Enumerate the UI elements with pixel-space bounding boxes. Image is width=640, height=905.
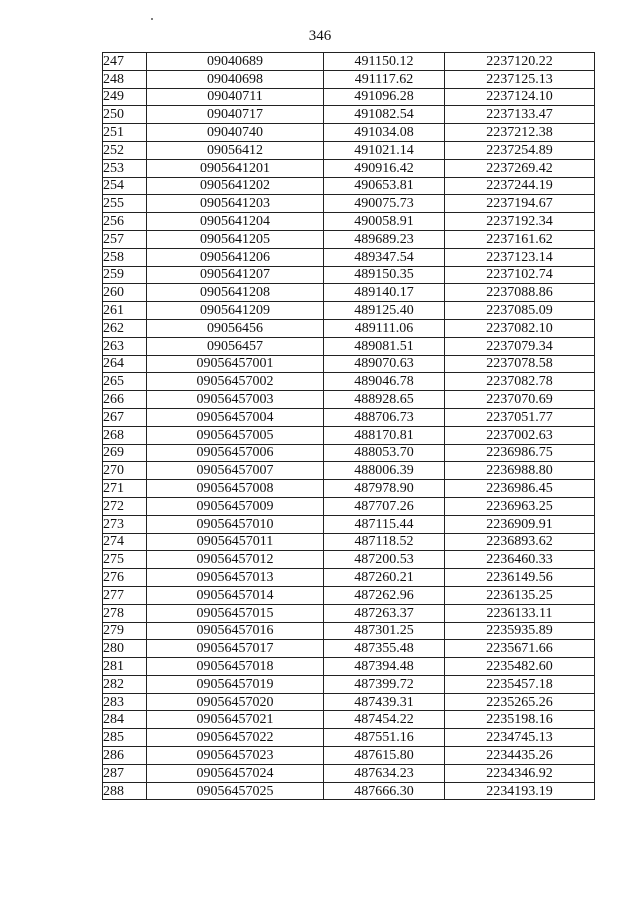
table-row — [103, 462, 595, 480]
x-coordinate-cell: 491082.54 — [324, 106, 445, 124]
row-number-cell: 247 — [103, 53, 147, 71]
point-code-cell: 09056457025 — [147, 782, 324, 800]
row-number-cell: 261 — [103, 302, 147, 320]
table-row — [103, 124, 595, 142]
x-coordinate-cell: 487262.96 — [324, 586, 445, 604]
table-row — [103, 729, 595, 747]
row-number-cell: 280 — [103, 640, 147, 658]
row-number-cell: 281 — [103, 658, 147, 676]
row-number-cell: 275 — [103, 551, 147, 569]
point-code-cell: 09056457004 — [147, 408, 324, 426]
table-row — [103, 497, 595, 515]
row-number-cell: 277 — [103, 586, 147, 604]
row-number-cell: 263 — [103, 337, 147, 355]
row-number-cell: 264 — [103, 355, 147, 373]
x-coordinate-cell: 487301.25 — [324, 622, 445, 640]
point-code-cell: 09056457005 — [147, 426, 324, 444]
row-number-cell: 252 — [103, 141, 147, 159]
x-coordinate-cell: 487260.21 — [324, 569, 445, 587]
row-number-cell: 268 — [103, 426, 147, 444]
y-coordinate-cell: 2237120.22 — [445, 53, 595, 71]
row-number-cell: 287 — [103, 764, 147, 782]
y-coordinate-cell: 2237079.34 — [445, 337, 595, 355]
x-coordinate-cell: 487707.26 — [324, 497, 445, 515]
row-number-cell: 274 — [103, 533, 147, 551]
table-row — [103, 213, 595, 231]
y-coordinate-cell: 2236893.62 — [445, 533, 595, 551]
point-code-cell: 0905641206 — [147, 248, 324, 266]
point-code-cell: 0905641203 — [147, 195, 324, 213]
point-code-cell: 09040740 — [147, 124, 324, 142]
point-code-cell: 09040698 — [147, 70, 324, 88]
point-code-cell: 09040689 — [147, 53, 324, 71]
y-coordinate-cell: 2235198.16 — [445, 711, 595, 729]
row-number-cell: 272 — [103, 497, 147, 515]
point-code-cell: 09056457006 — [147, 444, 324, 462]
y-coordinate-cell: 2237085.09 — [445, 302, 595, 320]
y-coordinate-cell: 2234193.19 — [445, 782, 595, 800]
x-coordinate-cell: 487978.90 — [324, 480, 445, 498]
x-coordinate-cell: 487115.44 — [324, 515, 445, 533]
point-code-cell: 09056457016 — [147, 622, 324, 640]
y-coordinate-cell: 2234435.26 — [445, 747, 595, 765]
point-code-cell: 09056457013 — [147, 569, 324, 587]
x-coordinate-cell: 491034.08 — [324, 124, 445, 142]
table-row — [103, 426, 595, 444]
y-coordinate-cell: 2236460.33 — [445, 551, 595, 569]
y-coordinate-cell: 2237194.67 — [445, 195, 595, 213]
table-row — [103, 373, 595, 391]
y-coordinate-cell: 2237244.19 — [445, 177, 595, 195]
x-coordinate-cell: 488170.81 — [324, 426, 445, 444]
y-coordinate-cell: 2237124.10 — [445, 88, 595, 106]
x-coordinate-cell: 489150.35 — [324, 266, 445, 284]
table-row — [103, 284, 595, 302]
row-number-cell: 253 — [103, 159, 147, 177]
y-coordinate-cell: 2237212.38 — [445, 124, 595, 142]
row-number-cell: 276 — [103, 569, 147, 587]
x-coordinate-cell: 487394.48 — [324, 658, 445, 676]
table-row — [103, 106, 595, 124]
x-coordinate-cell: 490058.91 — [324, 213, 445, 231]
point-code-cell: 09056457009 — [147, 497, 324, 515]
table-row — [103, 782, 595, 800]
point-code-cell: 0905641209 — [147, 302, 324, 320]
y-coordinate-cell: 2237082.10 — [445, 319, 595, 337]
point-code-cell: 09056457019 — [147, 675, 324, 693]
x-coordinate-cell: 487399.72 — [324, 675, 445, 693]
table-row — [103, 248, 595, 266]
table-row — [103, 640, 595, 658]
y-coordinate-cell: 2236986.75 — [445, 444, 595, 462]
point-code-cell: 09056457021 — [147, 711, 324, 729]
x-coordinate-cell: 491117.62 — [324, 70, 445, 88]
row-number-cell: 251 — [103, 124, 147, 142]
y-coordinate-cell: 2236909.91 — [445, 515, 595, 533]
table-row — [103, 444, 595, 462]
row-number-cell: 254 — [103, 177, 147, 195]
x-coordinate-cell: 491150.12 — [324, 53, 445, 71]
x-coordinate-cell: 489347.54 — [324, 248, 445, 266]
x-coordinate-cell: 488006.39 — [324, 462, 445, 480]
table-row — [103, 675, 595, 693]
x-coordinate-cell: 489070.63 — [324, 355, 445, 373]
y-coordinate-cell: 2237088.86 — [445, 284, 595, 302]
y-coordinate-cell: 2237254.89 — [445, 141, 595, 159]
y-coordinate-cell: 2237161.62 — [445, 230, 595, 248]
y-coordinate-cell: 2234745.13 — [445, 729, 595, 747]
row-number-cell: 267 — [103, 408, 147, 426]
table-row — [103, 747, 595, 765]
x-coordinate-cell: 487439.31 — [324, 693, 445, 711]
point-code-cell: 0905641208 — [147, 284, 324, 302]
point-code-cell: 09056457003 — [147, 391, 324, 409]
table-row — [103, 319, 595, 337]
point-code-cell: 0905641202 — [147, 177, 324, 195]
x-coordinate-cell: 489046.78 — [324, 373, 445, 391]
table-row — [103, 515, 595, 533]
x-coordinate-cell: 487355.48 — [324, 640, 445, 658]
row-number-cell: 259 — [103, 266, 147, 284]
point-code-cell: 09056457014 — [147, 586, 324, 604]
x-coordinate-cell: 487454.22 — [324, 711, 445, 729]
table-row — [103, 622, 595, 640]
point-code-cell: 09056457001 — [147, 355, 324, 373]
x-coordinate-cell: 487634.23 — [324, 764, 445, 782]
row-number-cell: 279 — [103, 622, 147, 640]
x-coordinate-cell: 487118.52 — [324, 533, 445, 551]
page-number: 346 — [308, 28, 332, 44]
table-row — [103, 266, 595, 284]
point-code-cell: 09056457011 — [147, 533, 324, 551]
point-code-cell: 0905641205 — [147, 230, 324, 248]
y-coordinate-cell: 2236133.11 — [445, 604, 595, 622]
table-row — [103, 533, 595, 551]
row-number-cell: 248 — [103, 70, 147, 88]
table-row — [103, 693, 595, 711]
row-number-cell: 250 — [103, 106, 147, 124]
y-coordinate-cell: 2237082.78 — [445, 373, 595, 391]
table-row — [103, 88, 595, 106]
row-number-cell: 258 — [103, 248, 147, 266]
y-coordinate-cell: 2237123.14 — [445, 248, 595, 266]
scan-speck — [151, 18, 153, 20]
row-number-cell: 278 — [103, 604, 147, 622]
row-number-cell: 249 — [103, 88, 147, 106]
y-coordinate-cell: 2235671.66 — [445, 640, 595, 658]
x-coordinate-cell: 489111.06 — [324, 319, 445, 337]
x-coordinate-cell: 487551.16 — [324, 729, 445, 747]
point-code-cell: 0905641201 — [147, 159, 324, 177]
y-coordinate-cell: 2235482.60 — [445, 658, 595, 676]
row-number-cell: 271 — [103, 480, 147, 498]
point-code-cell: 09040711 — [147, 88, 324, 106]
y-coordinate-cell: 2236988.80 — [445, 462, 595, 480]
table-row — [103, 480, 595, 498]
point-code-cell: 09056457015 — [147, 604, 324, 622]
y-coordinate-cell: 2236963.25 — [445, 497, 595, 515]
y-coordinate-cell: 2237133.47 — [445, 106, 595, 124]
table-row — [103, 569, 595, 587]
x-coordinate-cell: 491096.28 — [324, 88, 445, 106]
table-row — [103, 70, 595, 88]
row-number-cell: 262 — [103, 319, 147, 337]
row-number-cell: 284 — [103, 711, 147, 729]
x-coordinate-cell: 488706.73 — [324, 408, 445, 426]
y-coordinate-cell: 2237269.42 — [445, 159, 595, 177]
table-row — [103, 711, 595, 729]
coordinates-table — [102, 52, 595, 800]
y-coordinate-cell: 2237002.63 — [445, 426, 595, 444]
y-coordinate-cell: 2237192.34 — [445, 213, 595, 231]
row-number-cell: 256 — [103, 213, 147, 231]
table-row — [103, 302, 595, 320]
row-number-cell: 285 — [103, 729, 147, 747]
row-number-cell: 283 — [103, 693, 147, 711]
table-row — [103, 159, 595, 177]
x-coordinate-cell: 489140.17 — [324, 284, 445, 302]
row-number-cell: 273 — [103, 515, 147, 533]
table-row — [103, 337, 595, 355]
row-number-cell: 288 — [103, 782, 147, 800]
table-row — [103, 604, 595, 622]
point-code-cell: 09056412 — [147, 141, 324, 159]
table-row — [103, 391, 595, 409]
point-code-cell: 09056457017 — [147, 640, 324, 658]
table-row — [103, 230, 595, 248]
row-number-cell: 260 — [103, 284, 147, 302]
row-number-cell: 266 — [103, 391, 147, 409]
point-code-cell: 0905641204 — [147, 213, 324, 231]
x-coordinate-cell: 488928.65 — [324, 391, 445, 409]
y-coordinate-cell: 2234346.92 — [445, 764, 595, 782]
table-row — [103, 764, 595, 782]
point-code-cell: 09056457 — [147, 337, 324, 355]
x-coordinate-cell: 489125.40 — [324, 302, 445, 320]
y-coordinate-cell: 2236986.45 — [445, 480, 595, 498]
y-coordinate-cell: 2237078.58 — [445, 355, 595, 373]
x-coordinate-cell: 490916.42 — [324, 159, 445, 177]
y-coordinate-cell: 2237125.13 — [445, 70, 595, 88]
y-coordinate-cell: 2235457.18 — [445, 675, 595, 693]
point-code-cell: 09056457023 — [147, 747, 324, 765]
row-number-cell: 269 — [103, 444, 147, 462]
point-code-cell: 09040717 — [147, 106, 324, 124]
point-code-cell: 09056457018 — [147, 658, 324, 676]
x-coordinate-cell: 487200.53 — [324, 551, 445, 569]
point-code-cell: 09056457012 — [147, 551, 324, 569]
x-coordinate-cell: 488053.70 — [324, 444, 445, 462]
point-code-cell: 09056457022 — [147, 729, 324, 747]
point-code-cell: 09056456 — [147, 319, 324, 337]
row-number-cell: 255 — [103, 195, 147, 213]
table-row — [103, 195, 595, 213]
x-coordinate-cell: 491021.14 — [324, 141, 445, 159]
table-row — [103, 141, 595, 159]
point-code-cell: 09056457002 — [147, 373, 324, 391]
x-coordinate-cell: 489689.23 — [324, 230, 445, 248]
table-row — [103, 586, 595, 604]
y-coordinate-cell: 2235265.26 — [445, 693, 595, 711]
row-number-cell: 265 — [103, 373, 147, 391]
coordinates-table-body — [103, 53, 595, 800]
row-number-cell: 282 — [103, 675, 147, 693]
table-row — [103, 408, 595, 426]
x-coordinate-cell: 490075.73 — [324, 195, 445, 213]
table-row — [103, 355, 595, 373]
x-coordinate-cell: 490653.81 — [324, 177, 445, 195]
y-coordinate-cell: 2236135.25 — [445, 586, 595, 604]
point-code-cell: 09056457008 — [147, 480, 324, 498]
y-coordinate-cell: 2236149.56 — [445, 569, 595, 587]
y-coordinate-cell: 2237070.69 — [445, 391, 595, 409]
table-row — [103, 551, 595, 569]
point-code-cell: 09056457010 — [147, 515, 324, 533]
x-coordinate-cell: 487666.30 — [324, 782, 445, 800]
row-number-cell: 286 — [103, 747, 147, 765]
y-coordinate-cell: 2235935.89 — [445, 622, 595, 640]
x-coordinate-cell: 489081.51 — [324, 337, 445, 355]
x-coordinate-cell: 487263.37 — [324, 604, 445, 622]
y-coordinate-cell: 2237102.74 — [445, 266, 595, 284]
table-row — [103, 177, 595, 195]
table-row — [103, 658, 595, 676]
row-number-cell: 257 — [103, 230, 147, 248]
table-row — [103, 53, 595, 71]
point-code-cell: 09056457020 — [147, 693, 324, 711]
x-coordinate-cell: 487615.80 — [324, 747, 445, 765]
point-code-cell: 0905641207 — [147, 266, 324, 284]
y-coordinate-cell: 2237051.77 — [445, 408, 595, 426]
row-number-cell: 270 — [103, 462, 147, 480]
point-code-cell: 09056457024 — [147, 764, 324, 782]
point-code-cell: 09056457007 — [147, 462, 324, 480]
